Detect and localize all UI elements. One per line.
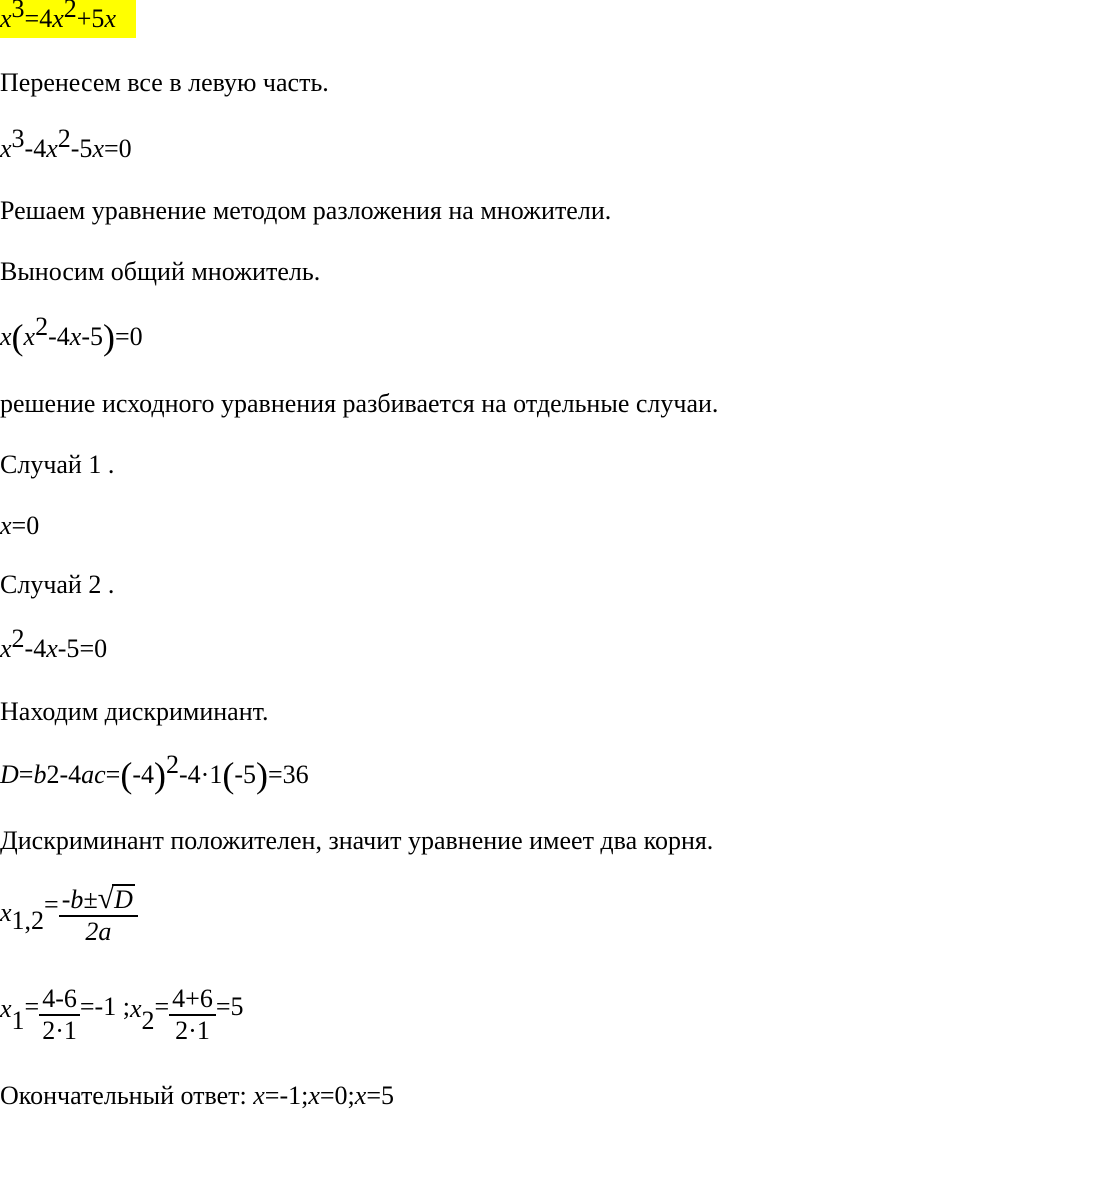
discriminant-equation bbox=[0, 750, 309, 795]
var-x: x bbox=[69, 322, 82, 351]
var-x: x bbox=[308, 1081, 320, 1110]
case-2-title: Случай 2 . bbox=[0, 570, 115, 599]
var-ac: ac bbox=[81, 760, 106, 789]
step-split-cases: решение исходного уравнения разбивается на отдельные случаи. bbox=[0, 389, 719, 418]
eq-part: = bbox=[105, 760, 121, 789]
sqrt-icon: √ bbox=[97, 882, 115, 915]
step-discriminant: Находим дискриминант. bbox=[0, 697, 269, 726]
var-x: x bbox=[23, 322, 36, 351]
subscript: 2 bbox=[141, 1006, 155, 1035]
step-move-left: Перенесем все в левую часть. bbox=[0, 68, 329, 97]
exponent: 2 bbox=[57, 124, 71, 153]
root1-fraction bbox=[39, 984, 80, 1046]
exponent: 2 bbox=[35, 312, 49, 341]
roots-equation bbox=[0, 984, 244, 1046]
final-answer bbox=[0, 1081, 394, 1111]
numerator-b: -b± bbox=[61, 885, 98, 914]
var-x: x bbox=[46, 634, 58, 663]
var-D: D bbox=[0, 760, 19, 789]
equation-moved bbox=[0, 124, 132, 164]
quadratic-formula bbox=[0, 884, 138, 947]
exponent: 3 bbox=[11, 0, 25, 23]
eq-part: =36 bbox=[268, 760, 309, 789]
case-2-equation bbox=[0, 624, 108, 664]
case-1-equation bbox=[0, 511, 39, 541]
eq-part: 2 bbox=[46, 760, 60, 789]
fraction-denominator: 2a bbox=[85, 917, 112, 946]
eq-part: -5 bbox=[57, 634, 80, 663]
eq-part: = bbox=[18, 760, 34, 789]
paren-right: ) bbox=[102, 317, 115, 357]
paren-left: ( bbox=[11, 317, 24, 357]
var-x: x bbox=[253, 1081, 265, 1110]
eq-part: = bbox=[154, 992, 170, 1021]
exponent: 2 bbox=[11, 624, 25, 653]
paren-left: ( bbox=[120, 755, 133, 795]
eq-part: =0 bbox=[79, 634, 108, 663]
var-x: x bbox=[46, 134, 58, 163]
eq-part: =0 bbox=[11, 511, 40, 540]
eq-part: =5 bbox=[215, 992, 244, 1021]
eq-part: =0 bbox=[114, 322, 143, 351]
eq-part: -4 bbox=[132, 760, 155, 789]
var-x: x bbox=[129, 994, 142, 1023]
answer-value: =0; bbox=[319, 1081, 355, 1110]
var-x: x bbox=[0, 511, 12, 540]
var-x: x bbox=[0, 4, 12, 33]
eq-part: -4·1 bbox=[179, 760, 223, 789]
var-x: x bbox=[0, 898, 12, 927]
var-x: x bbox=[52, 4, 64, 33]
var-x: x bbox=[92, 134, 104, 163]
answer-value: =-1; bbox=[264, 1081, 309, 1110]
subscript: 1,2 bbox=[11, 906, 45, 935]
equation-original bbox=[0, 0, 116, 34]
var-b: b bbox=[33, 760, 47, 789]
eq-part: -4 bbox=[48, 322, 70, 351]
fraction-denominator: 2·1 bbox=[42, 1016, 77, 1045]
step-factorization: Решаем уравнение методом разложения на множители. bbox=[0, 196, 612, 225]
fraction-denominator: 2·1 bbox=[175, 1016, 210, 1045]
var-x: x bbox=[0, 134, 12, 163]
paren-left: ( bbox=[222, 755, 235, 795]
eq-part: = bbox=[24, 992, 40, 1021]
eq-part: -5 bbox=[81, 322, 103, 351]
paren-right: ) bbox=[256, 755, 269, 795]
eq-part: =0 bbox=[103, 134, 132, 163]
fraction-numerator: 4-6 bbox=[39, 984, 80, 1016]
formula-fraction bbox=[59, 884, 138, 947]
subscript: 1 bbox=[11, 1006, 25, 1035]
answer-label: Окончательный ответ: bbox=[0, 1081, 254, 1110]
step-two-roots: Дискриминант положителен, значит уравнение имеет два корня. bbox=[0, 826, 714, 855]
var-x: x bbox=[0, 322, 12, 351]
fraction-numerator: 4+6 bbox=[169, 984, 216, 1016]
equation-factored bbox=[0, 312, 143, 357]
numerator-D: D bbox=[114, 885, 133, 914]
eq-part: -5 bbox=[70, 134, 93, 163]
var-x: x bbox=[0, 634, 12, 663]
var-x: x bbox=[104, 4, 116, 33]
eq-part: =4 bbox=[24, 4, 53, 33]
case-1-title: Случай 1 . bbox=[0, 450, 115, 479]
eq-part: -4 bbox=[24, 634, 47, 663]
exponent: 3 bbox=[11, 124, 25, 153]
step-common-factor: Выносим общий множитель. bbox=[0, 257, 321, 286]
root2-fraction bbox=[169, 984, 216, 1046]
answer-value: =5 bbox=[366, 1081, 394, 1110]
paren-right: ) bbox=[154, 755, 167, 795]
var-x: x bbox=[0, 994, 12, 1023]
exponent: 2 bbox=[166, 750, 180, 779]
eq-part: -4 bbox=[59, 760, 82, 789]
fraction-numerator bbox=[59, 884, 138, 917]
eq-part: -5 bbox=[234, 760, 257, 789]
eq-part: =-1 ; bbox=[79, 992, 130, 1021]
var-x: x bbox=[354, 1081, 367, 1110]
eq-part: -4 bbox=[24, 134, 47, 163]
eq-part: +5 bbox=[76, 4, 105, 33]
eq-part: = bbox=[44, 890, 59, 919]
exponent: 2 bbox=[63, 0, 77, 23]
